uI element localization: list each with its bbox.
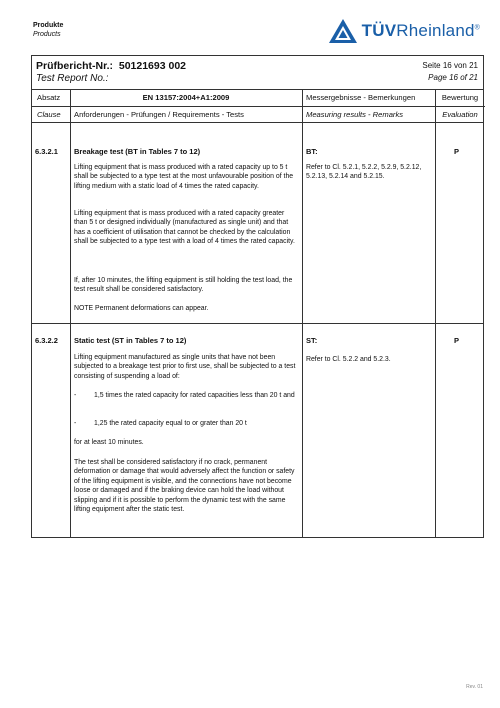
- result-text: Refer to Cl. 5.2.1, 5.2.2, 5.2.9, 5.2.12, 5.2.13, 5.2.14 and 5.2.15.: [306, 164, 422, 181]
- col-rating-en: Evaluation: [442, 110, 478, 119]
- column-divider: [302, 123, 303, 537]
- header-row-divider: [435, 106, 485, 107]
- column-divider: [70, 123, 71, 537]
- result-text: Refer to Cl. 5.2.2 and 5.2.3.: [306, 356, 391, 363]
- section-divider: [32, 323, 483, 324]
- verdict: P: [454, 336, 460, 345]
- revision-note: Rev. 01: [466, 684, 483, 690]
- paragraph: Lifting equipment that is mass produced with a rated capacity greater than 5 t or designed individually (manufactured as single unit) and that has a coefficient of utilisation that cannot be checked by the calculation shall be subjected to a type test with a load of 4 times the rated capacity.: [74, 210, 295, 246]
- col-results-en: Measuring results - Remarks: [306, 110, 404, 119]
- paragraph: If, after 10 minutes, the lifting equipment is still holding the test load, the test result shall be considered satisfactory.: [74, 277, 293, 294]
- col-requirements: Anforderungen - Prüfungen / Requirements - Tests: [74, 110, 244, 119]
- result-label: BT:: [306, 147, 318, 156]
- report-number-line: [36, 60, 186, 72]
- paragraph: NOTE Permanent deformations can appear.: [74, 305, 209, 312]
- header-row-divider: [70, 106, 435, 107]
- paragraph: Lifting equipment manufactured as single units that have not been subjected to a breakage test prior to first use, shall be subjected to a test consisting of suspending a load of:: [74, 354, 296, 380]
- clause-number: 6.3.2.2: [35, 336, 58, 345]
- paragraph: The test shall be considered satisfactory if no crack, permanent deformation or damage that would adversely affect the function or safety of the lifting equipment is visible, and the connections have not become loose or damaged and if the braking device can hold the load without slipping and if it is possible to perform the dynamic test with the same lifting equipment after the static test.: [74, 459, 295, 514]
- page-number-en: Page 16 of 21: [428, 73, 478, 82]
- section-label-de: Produkte: [33, 22, 64, 29]
- report-number-bar: [32, 56, 483, 90]
- report-table: [31, 55, 484, 538]
- col-results-de: Messergebnisse - Bemerkungen: [306, 93, 416, 102]
- list-item-text: 1,25 the rated capacity equal to or grater than 20 t: [94, 420, 247, 427]
- verdict: P: [454, 147, 460, 156]
- col-clause: Clause: [37, 110, 61, 119]
- bullet-dash: -: [74, 392, 77, 399]
- column-divider: [435, 123, 436, 537]
- col-absatz: Absatz: [37, 93, 61, 102]
- report-label-de: Prüfbericht-Nr.:: [36, 60, 114, 72]
- brand-regular: Rheinland: [396, 21, 475, 40]
- brand-name: [362, 21, 480, 41]
- clause-number: 6.3.2.1: [35, 147, 58, 156]
- page-number-de: Seite 16 von 21: [422, 61, 478, 70]
- tuv-rheinland-logo: [328, 18, 480, 44]
- tuv-triangle-icon: [328, 18, 358, 44]
- section-title: Breakage test (BT in Tables 7 to 12): [74, 147, 201, 156]
- col-standard: EN 13157:2004+A1:2009: [142, 93, 230, 102]
- brand-bold: TÜV: [361, 21, 397, 40]
- section-label-en: Products: [33, 31, 61, 38]
- report-number: 50121693 002: [118, 60, 187, 72]
- column-header-row: [32, 90, 483, 123]
- list-item-text: 1,5 times the rated capacity for rated capacities less than 20 t and: [94, 392, 295, 399]
- paragraph: for at least 10 minutes.: [74, 439, 144, 446]
- bullet-dash: -: [74, 420, 77, 427]
- brand-mark: ®: [474, 24, 480, 32]
- paragraph: Lifting equipment that is mass produced with a rated capacity up to 5 t shall be subjected to a type test at the most unfavourable position of the lifting medium with a static load of 4 times the rated capacity.: [74, 164, 294, 190]
- result-label: ST:: [306, 336, 318, 345]
- section-title: Static test (ST in Tables 7 to 12): [74, 336, 187, 345]
- report-label-en: Test Report No.:: [36, 73, 109, 84]
- page-header-section: [33, 21, 63, 39]
- col-rating-de: Bewertung: [441, 93, 479, 102]
- header-row-divider: [32, 106, 70, 107]
